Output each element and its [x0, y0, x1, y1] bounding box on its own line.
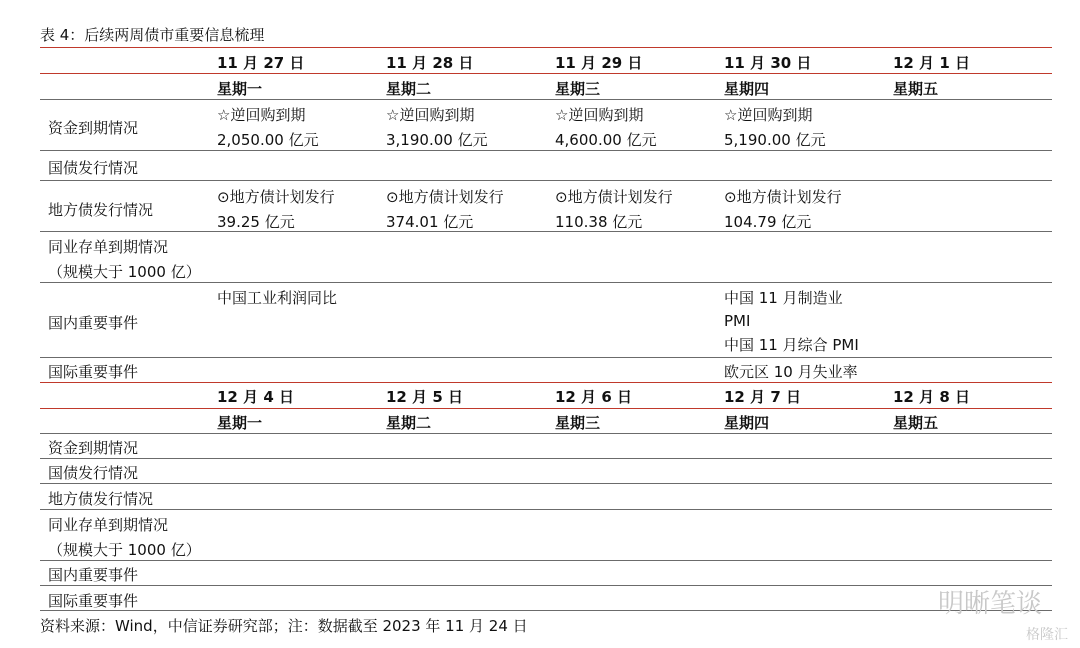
row-rule — [40, 357, 1052, 358]
source-note: 资料来源：Wind，中信证券研究部；注：数据截至 2023 年 11 月 24 日 — [40, 617, 528, 635]
row-label-funding: 资金到期情况 — [48, 119, 139, 137]
local-cell-thu: ⊙地方债计划发行 104.79 亿元 — [724, 188, 842, 231]
weekday-thu: 星期四 — [724, 80, 770, 98]
weekday-thu: 星期四 — [724, 414, 770, 432]
row-rule — [40, 560, 1052, 561]
weekday-fri: 星期五 — [893, 80, 939, 98]
local-cell-tue: ⊙地方债计划发行 374.01 亿元 — [386, 188, 504, 231]
row-label-intl: 国际重要事件 — [48, 592, 139, 610]
domestic-cell-thu: 中国 11 月制造业 PMI 中国 11 月综合 PMI — [724, 289, 859, 354]
weekday-tue: 星期二 — [386, 414, 432, 432]
header-rule — [40, 408, 1052, 409]
date-header-fri: 12 月 8 日 — [893, 388, 970, 406]
row-rule — [40, 509, 1052, 510]
row-rule — [40, 585, 1052, 586]
funding-cell-thu: ☆逆回购到期 5,190.00 亿元 — [724, 106, 826, 149]
row-label-local: 地方债发行情况 — [48, 201, 154, 219]
date-header-wed: 11 月 29 日 — [555, 54, 643, 72]
date-header-thu: 12 月 7 日 — [724, 388, 801, 406]
weekday-wed: 星期三 — [555, 80, 601, 98]
watermark: 明晰笔谈 — [937, 589, 1042, 619]
row-label-funding: 资金到期情况 — [48, 439, 139, 457]
row-rule — [40, 458, 1052, 459]
row-label-treasury: 国债发行情况 — [48, 464, 139, 482]
row-rule — [40, 433, 1052, 434]
date-header-wed: 12 月 6 日 — [555, 388, 632, 406]
week-separator-rule — [40, 382, 1052, 383]
date-header-mon: 12 月 4 日 — [217, 388, 294, 406]
row-label-ncd: 同业存单到期情况 （规模大于 1000 亿） — [48, 516, 201, 559]
row-label-domestic: 国内重要事件 — [48, 566, 139, 584]
date-header-mon: 11 月 27 日 — [217, 54, 305, 72]
domestic-cell-mon: 中国工业利润同比 — [217, 289, 338, 307]
row-label-local: 地方债发行情况 — [48, 490, 154, 508]
watermark-sub: 格隆汇 — [1026, 627, 1068, 643]
weekday-mon: 星期一 — [217, 414, 263, 432]
header-rule — [40, 73, 1052, 74]
row-label-ncd: 同业存单到期情况 （规模大于 1000 亿） — [48, 238, 201, 281]
table-top-rule — [40, 47, 1052, 48]
date-header-thu: 11 月 30 日 — [724, 54, 812, 72]
funding-cell-wed: ☆逆回购到期 4,600.00 亿元 — [555, 106, 657, 149]
row-rule — [40, 282, 1052, 283]
local-cell-wed: ⊙地方债计划发行 110.38 亿元 — [555, 188, 673, 231]
row-label-domestic: 国内重要事件 — [48, 314, 139, 332]
table-bottom-rule — [40, 610, 1052, 611]
intl-cell-thu: 欧元区 10 月失业率 — [724, 363, 858, 381]
funding-cell-tue: ☆逆回购到期 3,190.00 亿元 — [386, 106, 488, 149]
funding-cell-mon: ☆逆回购到期 2,050.00 亿元 — [217, 106, 319, 149]
row-rule — [40, 150, 1052, 151]
weekday-tue: 星期二 — [386, 80, 432, 98]
row-label-treasury: 国债发行情况 — [48, 159, 139, 177]
table-caption: 表 4：后续两周债市重要信息梳理 — [40, 26, 265, 44]
row-rule — [40, 231, 1052, 232]
date-header-tue: 11 月 28 日 — [386, 54, 474, 72]
date-header-fri: 12 月 1 日 — [893, 54, 970, 72]
weekday-mon: 星期一 — [217, 80, 263, 98]
weekday-fri: 星期五 — [893, 414, 939, 432]
weekday-wed: 星期三 — [555, 414, 601, 432]
row-rule — [40, 483, 1052, 484]
local-cell-mon: ⊙地方债计划发行 39.25 亿元 — [217, 188, 335, 231]
row-rule — [40, 99, 1052, 100]
row-rule — [40, 180, 1052, 181]
row-label-intl: 国际重要事件 — [48, 363, 139, 381]
date-header-tue: 12 月 5 日 — [386, 388, 463, 406]
